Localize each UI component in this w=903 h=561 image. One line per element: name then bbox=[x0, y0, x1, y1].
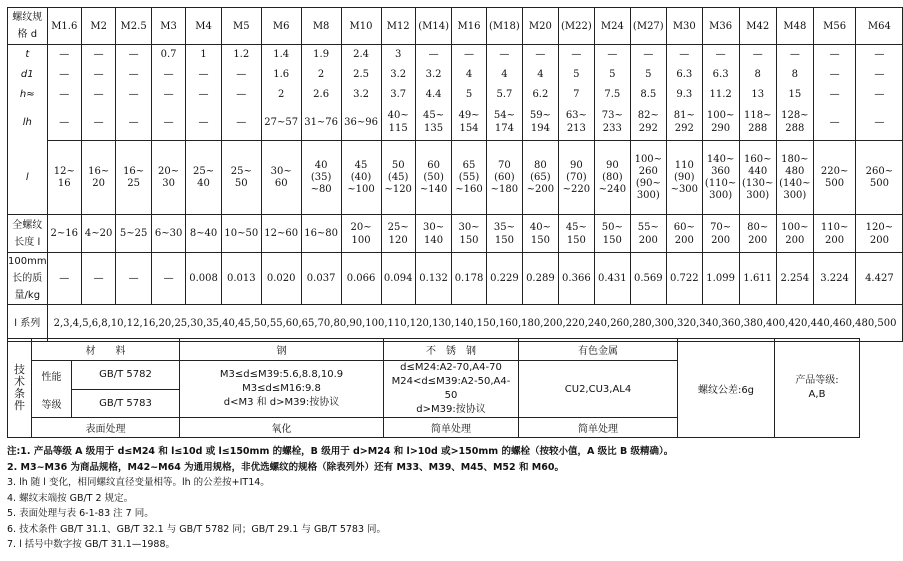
table-cell: 1 bbox=[186, 45, 222, 65]
table-cell: 2 bbox=[301, 65, 341, 85]
table-cell: 63~ 213 bbox=[558, 105, 594, 141]
notes bbox=[7, 444, 857, 553]
table-cell: 13 bbox=[739, 85, 776, 105]
table-cell: — bbox=[595, 45, 631, 65]
table-cell: 45~ 135 bbox=[415, 105, 451, 141]
table-cell: — bbox=[856, 45, 903, 65]
size-cell: M2.5 bbox=[116, 8, 152, 45]
table-cell: 80 (65) ~200 bbox=[523, 141, 559, 215]
thread-tolerance: 螺纹公差:6g bbox=[678, 339, 775, 438]
size-cell: M48 bbox=[776, 8, 813, 45]
table-cell: 54~ 174 bbox=[486, 105, 522, 141]
row-full-thread bbox=[8, 215, 903, 253]
table-cell: — bbox=[81, 45, 115, 65]
table-cell: 2.4 bbox=[341, 45, 381, 65]
stainless-surface: 简单处理 bbox=[384, 418, 519, 438]
size-cell: M30 bbox=[667, 8, 703, 45]
table-cell: 5 bbox=[595, 65, 631, 85]
table-cell: 30~ 140 bbox=[415, 215, 451, 253]
note-item: 7. l 括号中数字按 GB/T 31.1—1988。 bbox=[7, 539, 175, 550]
steel-surface: 氧化 bbox=[180, 418, 384, 438]
table-cell: 60~ 200 bbox=[667, 215, 703, 253]
table-cell: 8 bbox=[739, 65, 776, 85]
table-cell: 8~40 bbox=[186, 215, 222, 253]
table-cell: 220~ 500 bbox=[813, 141, 855, 215]
row-lh bbox=[8, 105, 903, 141]
table-cell: 12~ 16 bbox=[47, 141, 81, 215]
table-cell: — bbox=[813, 45, 855, 65]
note-item: 3. lh 随 l 变化，相同螺纹直径变量相等。lh 的公差按+IT14。 bbox=[7, 477, 270, 488]
table-cell: — bbox=[630, 45, 666, 65]
table-cell: 3.2 bbox=[415, 65, 451, 85]
table-cell: 5.7 bbox=[486, 85, 522, 105]
table-cell: 70~ 200 bbox=[702, 215, 739, 253]
table-cell: 31~76 bbox=[301, 105, 341, 141]
table-cell: 3.2 bbox=[341, 85, 381, 105]
table-cell: — bbox=[856, 65, 903, 85]
table-cell: 82~ 292 bbox=[630, 105, 666, 141]
nonferrous-label: 有色金属 bbox=[519, 339, 678, 361]
table-cell: 9.3 bbox=[667, 85, 703, 105]
table-cell: 8 bbox=[776, 65, 813, 85]
table-cell: 0.569 bbox=[630, 253, 666, 305]
table-cell: — bbox=[813, 65, 855, 85]
table-cell: 0.7 bbox=[151, 45, 185, 65]
table-cell: 7 bbox=[558, 85, 594, 105]
table-cell: — bbox=[452, 45, 486, 65]
table-cell: 0.037 bbox=[301, 253, 341, 305]
size-cell: M24 bbox=[595, 8, 631, 45]
stainless-grades: d≤M24:A2-70,A4-70 M24<d≤M39:A2-50,A4-50 d>M39:按协议 bbox=[384, 361, 519, 418]
table-cell: 3 bbox=[381, 45, 415, 65]
table-cell: 30~ 150 bbox=[452, 215, 486, 253]
table-cell: 0.066 bbox=[341, 253, 381, 305]
table-cell: — bbox=[47, 105, 81, 141]
table-cell: 8.5 bbox=[630, 85, 666, 105]
table-cell: 4~20 bbox=[81, 215, 115, 253]
grade-label: 等级 bbox=[32, 389, 72, 418]
table-cell: 50 (45) ~120 bbox=[381, 141, 415, 215]
table-cell: — bbox=[415, 45, 451, 65]
table-cell: — bbox=[667, 45, 703, 65]
steel-label: 钢 bbox=[180, 339, 384, 361]
table-cell: 2~16 bbox=[47, 215, 81, 253]
size-cell: (M14) bbox=[415, 8, 451, 45]
table-cell: 15 bbox=[776, 85, 813, 105]
row-t bbox=[8, 45, 903, 65]
row-mass bbox=[8, 253, 903, 305]
series-label: l 系列 bbox=[8, 305, 48, 342]
table-cell: — bbox=[558, 45, 594, 65]
row-label: 100mm 长的质量/kg bbox=[8, 253, 48, 305]
table-cell: 16~80 bbox=[301, 215, 341, 253]
table-cell: 1.2 bbox=[221, 45, 261, 65]
table-cell: — bbox=[813, 85, 855, 105]
table-cell: 12~60 bbox=[261, 215, 301, 253]
table-cell: 6.3 bbox=[667, 65, 703, 85]
table-cell: 100~ 290 bbox=[702, 105, 739, 141]
product-grade: 产品等级: A,B bbox=[775, 339, 860, 438]
table-cell: — bbox=[116, 45, 152, 65]
size-cell: M5 bbox=[221, 8, 261, 45]
table-cell: — bbox=[151, 85, 185, 105]
size-cell: M4 bbox=[186, 8, 222, 45]
size-cell: M20 bbox=[523, 8, 559, 45]
table-cell: — bbox=[856, 105, 903, 141]
row-label: d1 bbox=[8, 65, 48, 85]
table-cell: 4 bbox=[452, 65, 486, 85]
table-cell: — bbox=[151, 105, 185, 141]
table-cell: — bbox=[776, 45, 813, 65]
table-cell: — bbox=[116, 65, 152, 85]
row-label: 全螺纹长度 l bbox=[8, 215, 48, 253]
row-series bbox=[8, 305, 903, 342]
table-cell: — bbox=[486, 45, 522, 65]
table-cell: 2.5 bbox=[341, 65, 381, 85]
table-cell: — bbox=[856, 85, 903, 105]
table-cell: — bbox=[813, 105, 855, 141]
table-cell: 6.2 bbox=[523, 85, 559, 105]
table-cell: — bbox=[81, 65, 115, 85]
table-cell: 118~ 288 bbox=[739, 105, 776, 141]
header-row bbox=[8, 8, 903, 45]
stainless-label: 不 锈 钢 bbox=[384, 339, 519, 361]
table-cell: 65 (55) ~160 bbox=[452, 141, 486, 215]
table-cell: 16~ 25 bbox=[116, 141, 152, 215]
table-cell: — bbox=[739, 45, 776, 65]
table-cell: 35~ 150 bbox=[486, 215, 522, 253]
table-cell: — bbox=[116, 253, 152, 305]
table-cell: 128~ 288 bbox=[776, 105, 813, 141]
table-cell: 25~ 50 bbox=[221, 141, 261, 215]
table-cell: 25~ 40 bbox=[186, 141, 222, 215]
table-cell: — bbox=[221, 85, 261, 105]
size-cell: (M18) bbox=[486, 8, 522, 45]
std-5783: GB/T 5783 bbox=[72, 389, 180, 418]
table-cell: — bbox=[47, 45, 81, 65]
table-cell: 40 (35) ~80 bbox=[301, 141, 341, 215]
table-cell: 160~ 440 (130~ 300) bbox=[739, 141, 776, 215]
table-cell: 4 bbox=[523, 65, 559, 85]
table-cell: — bbox=[47, 85, 81, 105]
table-cell: 0.366 bbox=[558, 253, 594, 305]
table-cell: 70 (60) ~180 bbox=[486, 141, 522, 215]
table-cell: — bbox=[81, 105, 115, 141]
size-cell: (M22) bbox=[558, 8, 594, 45]
table-cell: 1.4 bbox=[261, 45, 301, 65]
size-cell: M36 bbox=[702, 8, 739, 45]
table-cell: 3.7 bbox=[381, 85, 415, 105]
table-cell: 0.178 bbox=[452, 253, 486, 305]
nonferrous-grades: CU2,CU3,AL4 bbox=[519, 361, 678, 418]
table-cell: — bbox=[151, 253, 185, 305]
table-cell: 81~ 292 bbox=[667, 105, 703, 141]
table-cell: 7.5 bbox=[595, 85, 631, 105]
row-label: lh bbox=[8, 105, 48, 141]
row-h bbox=[8, 85, 903, 105]
note-item: 2. M3~M36 为商品规格，M42~M64 为通用规格，非优选螺纹的规格（除表列外）还有 M33、M39、M45、M52 和 M60。 bbox=[7, 461, 564, 473]
note-item: 4. 螺纹末端按 GB/T 2 规定。 bbox=[7, 492, 134, 504]
table-cell: — bbox=[47, 65, 81, 85]
size-cell: M42 bbox=[739, 8, 776, 45]
table-cell: 1.611 bbox=[739, 253, 776, 305]
table-cell: 90 (80) ~240 bbox=[595, 141, 631, 215]
table-cell: 6~30 bbox=[151, 215, 185, 253]
table-cell: 4 bbox=[486, 65, 522, 85]
table-cell: — bbox=[47, 253, 81, 305]
table-cell: 2.6 bbox=[301, 85, 341, 105]
table-cell: — bbox=[186, 105, 222, 141]
table-cell: — bbox=[186, 65, 222, 85]
table-cell: 6.3 bbox=[702, 65, 739, 85]
table-cell: 180~ 480 (140~ 300) bbox=[776, 141, 813, 215]
table-cell: 0.094 bbox=[381, 253, 415, 305]
steel-grades: M3≤d≤M39:5.6,8.8,10.9 M3≤d≤M16:9.8 d<M3 和 d>M39:按协议 bbox=[180, 361, 384, 418]
note-item: 5. 表面处理与表 6-1-83 注 7 同。 bbox=[7, 508, 154, 519]
table-cell: 1.099 bbox=[702, 253, 739, 305]
table-cell: 40~ 150 bbox=[523, 215, 559, 253]
header-label: 螺纹规格 d bbox=[8, 8, 48, 45]
table-cell: 3.224 bbox=[813, 253, 855, 305]
table-cell: 73~ 233 bbox=[595, 105, 631, 141]
table-cell: 59~ 194 bbox=[523, 105, 559, 141]
row-label: t bbox=[8, 45, 48, 65]
table-cell: 140~ 360 (110~ 300) bbox=[702, 141, 739, 215]
table-cell: 5 bbox=[558, 65, 594, 85]
table-cell: 0.229 bbox=[486, 253, 522, 305]
table-cell: 0.020 bbox=[261, 253, 301, 305]
size-cell: (M27) bbox=[630, 8, 666, 45]
note-item: 6. 技术条件 GB/T 31.1、GB/T 32.1 与 GB/T 5782 同；GB/T 29.1 与 GB/T 5783 同。 bbox=[7, 523, 387, 535]
table-cell: 260~ 500 bbox=[856, 141, 903, 215]
table-cell: 1.9 bbox=[301, 45, 341, 65]
size-cell: M10 bbox=[341, 8, 381, 45]
table-cell: — bbox=[523, 45, 559, 65]
table-cell: 110~ 200 bbox=[813, 215, 855, 253]
table-cell: 45~ 150 bbox=[558, 215, 594, 253]
std-5782: GB/T 5782 bbox=[72, 361, 180, 390]
table-cell: 50~ 150 bbox=[595, 215, 631, 253]
table-cell: 25~ 120 bbox=[381, 215, 415, 253]
table-cell: 2 bbox=[261, 85, 301, 105]
table-cell: 5~25 bbox=[116, 215, 152, 253]
size-cell: M8 bbox=[301, 8, 341, 45]
table-cell: 0.722 bbox=[667, 253, 703, 305]
size-cell: M6 bbox=[261, 8, 301, 45]
table-cell: 49~ 154 bbox=[452, 105, 486, 141]
table-cell: — bbox=[81, 253, 115, 305]
table-cell: — bbox=[81, 85, 115, 105]
table-cell: 30~ 60 bbox=[261, 141, 301, 215]
table-cell: 5 bbox=[630, 65, 666, 85]
note-item: 注:1. 产品等级 A 级用于 d≤M24 和 l≤10d 或 l≤150mm 的螺栓，B 级用于 d>M24 和 l>10d 或>150mm 的螺栓（按较小值，A 级比 B 级精确）。 bbox=[7, 446, 674, 457]
table-cell: 4.427 bbox=[856, 253, 903, 305]
table-cell: 10~50 bbox=[221, 215, 261, 253]
table-cell: 40~ 115 bbox=[381, 105, 415, 141]
table-cell: 20~ 30 bbox=[151, 141, 185, 215]
row-l bbox=[8, 141, 903, 215]
tech-conditions-table bbox=[7, 338, 860, 438]
size-cell: M1.6 bbox=[47, 8, 81, 45]
table-cell: — bbox=[702, 45, 739, 65]
table-cell: 90 (70) ~220 bbox=[558, 141, 594, 215]
tech-side-label: 技术条件 bbox=[8, 339, 32, 438]
table-cell: 100~ 260 (90~ 300) bbox=[630, 141, 666, 215]
table-cell: 0.013 bbox=[221, 253, 261, 305]
row-label: h≈ bbox=[8, 85, 48, 105]
nonferrous-surface: 简单处理 bbox=[519, 418, 678, 438]
table-cell: 3.2 bbox=[381, 65, 415, 85]
perf-label: 性能 bbox=[32, 361, 72, 390]
table-cell: 0.289 bbox=[523, 253, 559, 305]
table-cell: 11.2 bbox=[702, 85, 739, 105]
table-cell: — bbox=[116, 105, 152, 141]
table-cell: 110 (90) ~300 bbox=[667, 141, 703, 215]
table-cell: 16~ 20 bbox=[81, 141, 115, 215]
table-cell: 20~ 100 bbox=[341, 215, 381, 253]
table-cell: 4.4 bbox=[415, 85, 451, 105]
table-cell: 55~ 200 bbox=[630, 215, 666, 253]
table-cell: 1.6 bbox=[261, 65, 301, 85]
row-d1 bbox=[8, 65, 903, 85]
table-cell: 60 (50) ~140 bbox=[415, 141, 451, 215]
table-cell: 36~96 bbox=[341, 105, 381, 141]
table-cell: 45 (40) ~100 bbox=[341, 141, 381, 215]
spec-table bbox=[7, 7, 903, 342]
table-cell: — bbox=[116, 85, 152, 105]
size-cell: M2 bbox=[81, 8, 115, 45]
table-cell: 0.431 bbox=[595, 253, 631, 305]
series-values: 2,3,4,5,6,8,10,12,16,20,25,30,35,40,45,50,55,60,65,70,80,90,100,110,120,130,140,150,160,180,200,220,240,260,280,300,320,340,360,380,400,420,440,460,480,500 bbox=[47, 305, 903, 342]
table-cell: — bbox=[151, 65, 185, 85]
table-cell: 27~57 bbox=[261, 105, 301, 141]
table-cell: 0.132 bbox=[415, 253, 451, 305]
table-cell: 2.254 bbox=[776, 253, 813, 305]
size-cell: M56 bbox=[813, 8, 855, 45]
table-cell: 0.008 bbox=[186, 253, 222, 305]
table-cell: 120~ 200 bbox=[856, 215, 903, 253]
table-cell: 5 bbox=[452, 85, 486, 105]
table-cell: 80~ 200 bbox=[739, 215, 776, 253]
size-cell: M64 bbox=[856, 8, 903, 45]
table-cell: — bbox=[221, 65, 261, 85]
table-cell: 100~ 200 bbox=[776, 215, 813, 253]
material-label: 材 料 bbox=[32, 339, 180, 361]
size-cell: M12 bbox=[381, 8, 415, 45]
table-cell: — bbox=[221, 105, 261, 141]
row-label: l bbox=[8, 141, 48, 215]
surface-label: 表面处理 bbox=[32, 418, 180, 438]
size-cell: M3 bbox=[151, 8, 185, 45]
size-cell: M16 bbox=[452, 8, 486, 45]
table-cell: — bbox=[186, 85, 222, 105]
